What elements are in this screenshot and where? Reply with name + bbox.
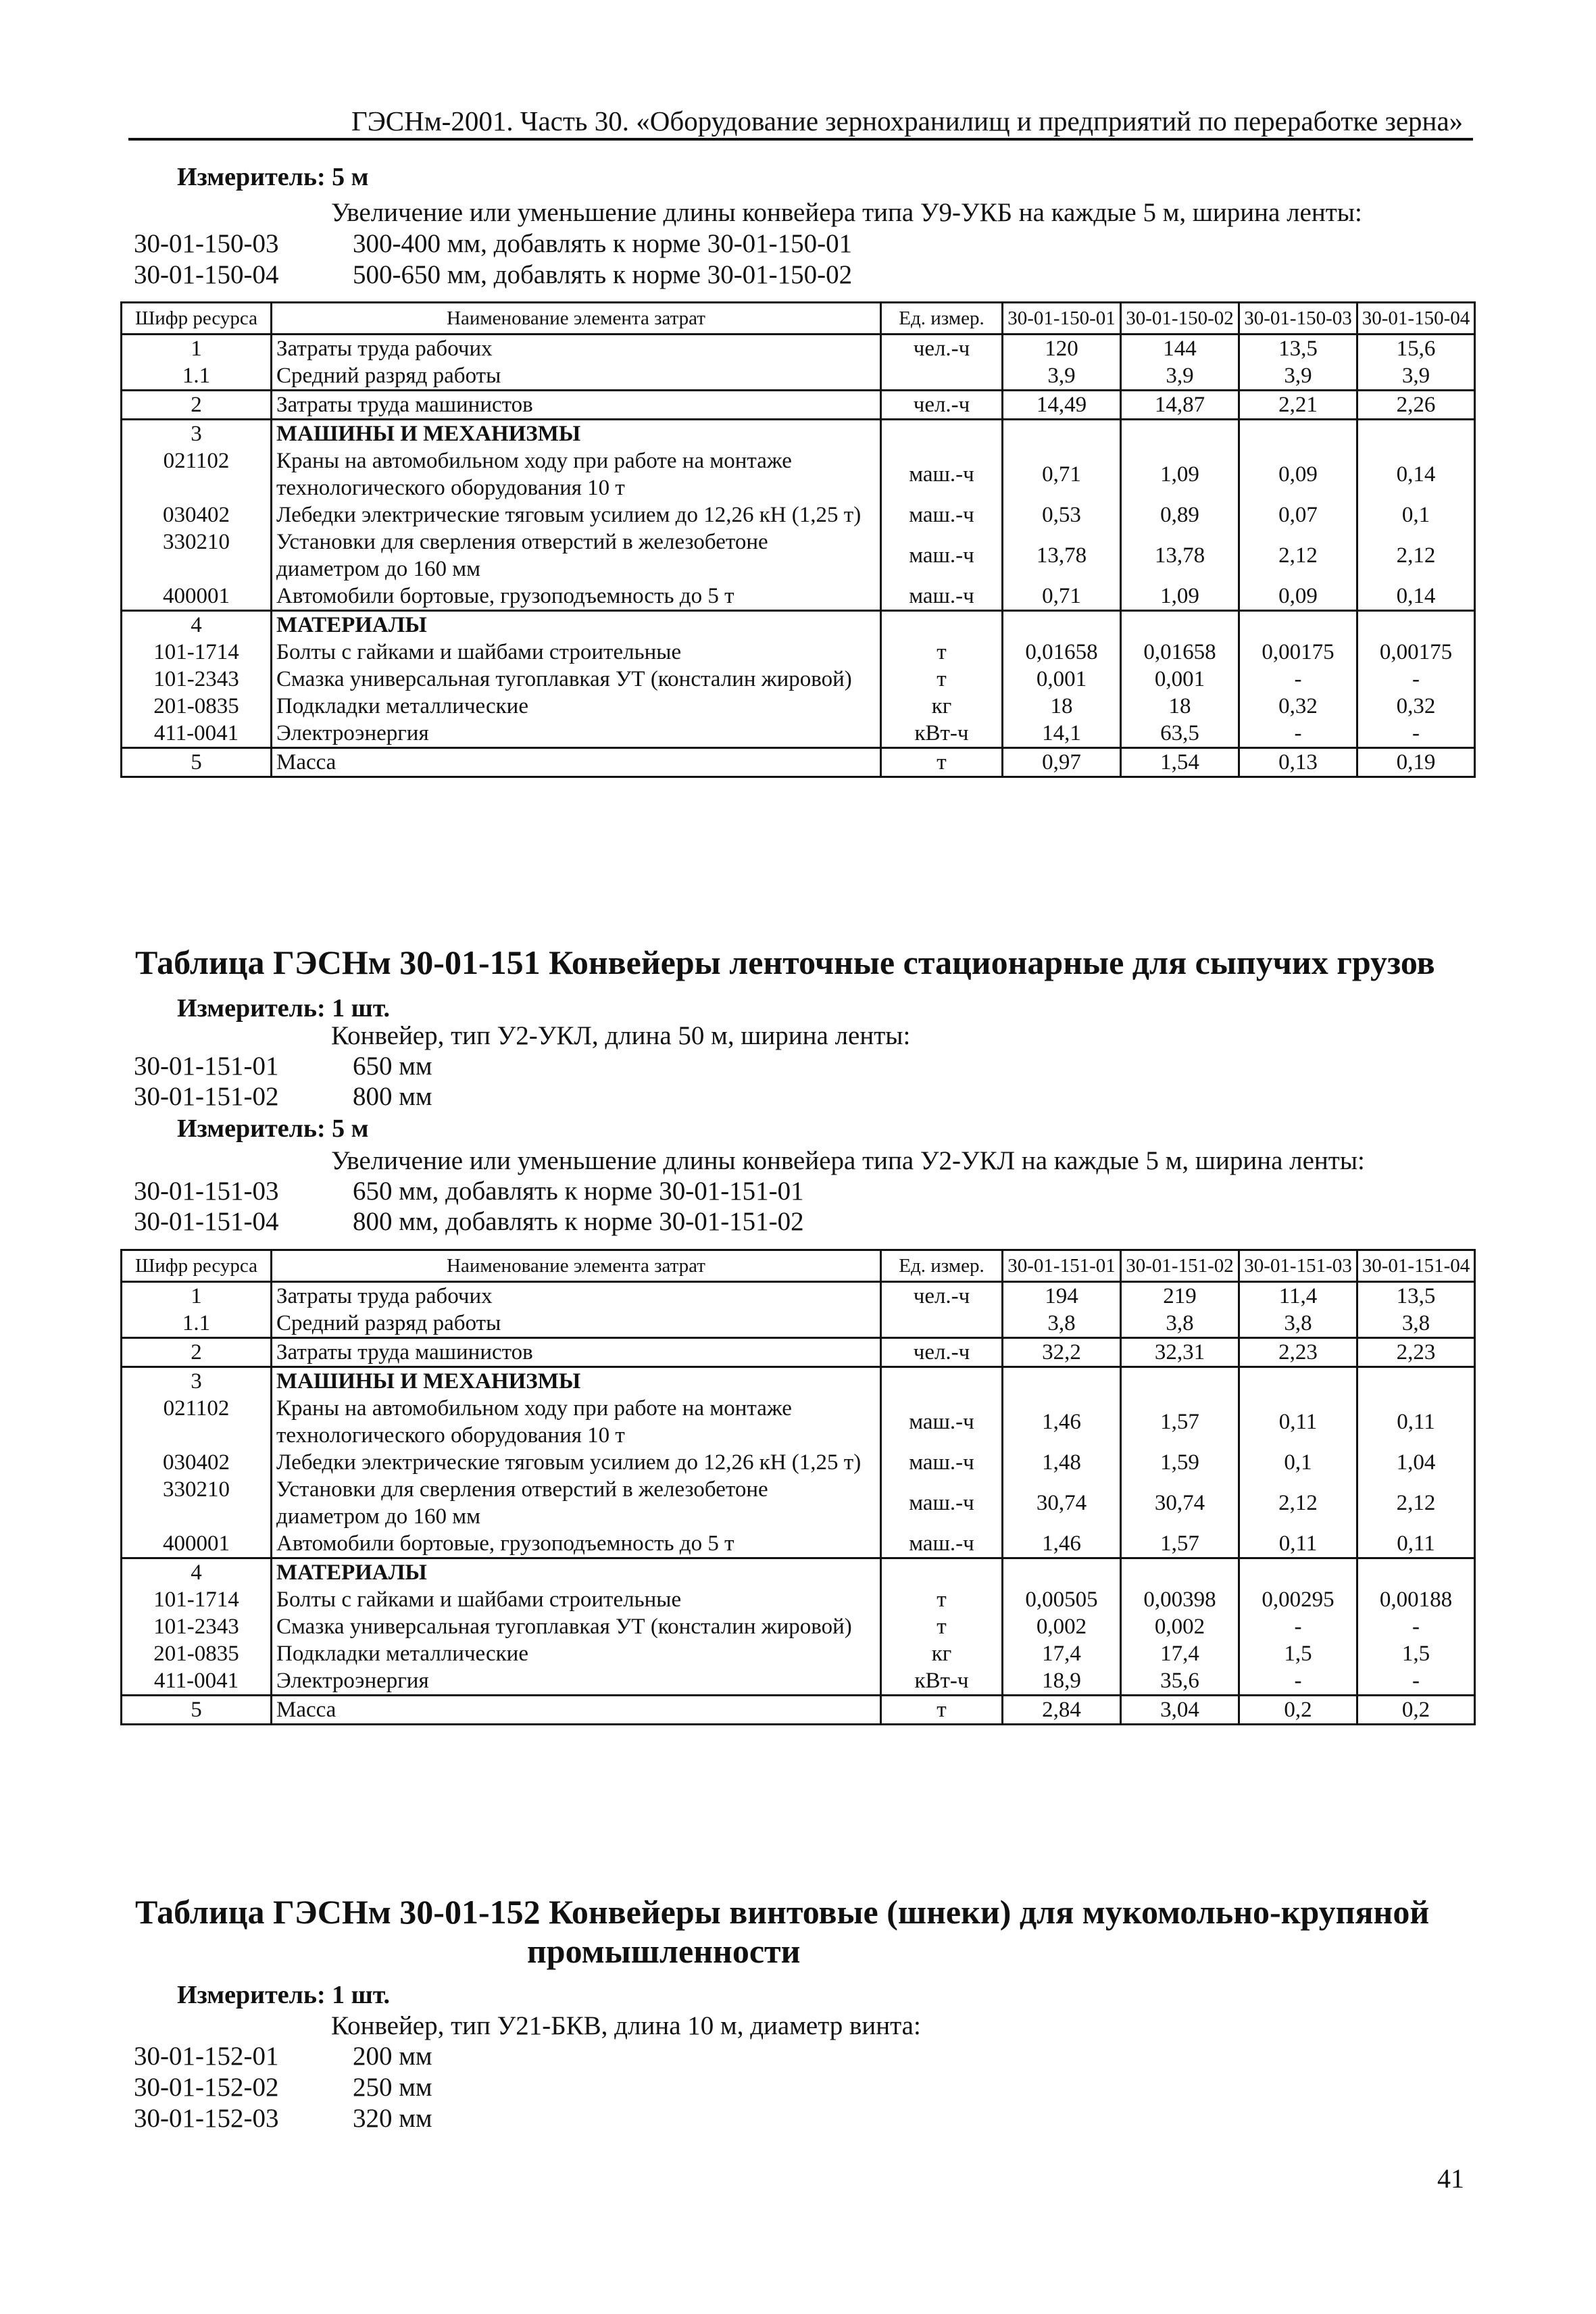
unit-cell (881, 611, 1003, 639)
cost-element-cell: Затраты труда машинистов (272, 1338, 881, 1367)
value-cell (1357, 1558, 1475, 1587)
cost-element-cell: Затраты труда машинистов (272, 391, 881, 420)
resource-code-cell: 411-0041 (122, 720, 272, 748)
value-cell: 2,12 (1357, 528, 1475, 583)
header-norm-column: 30-01-151-04 (1357, 1250, 1475, 1282)
value-cell (1003, 1558, 1121, 1587)
resource-code-cell: 201-0835 (122, 693, 272, 720)
value-cell: 63,5 (1121, 720, 1239, 748)
unit-cell: маш.-ч (881, 501, 1003, 528)
value-cell: - (1357, 1667, 1475, 1696)
table-row (122, 1367, 1475, 1396)
cost-element-cell: Болты с гайками и шайбами строительные (272, 1586, 881, 1613)
value-cell: - (1357, 666, 1475, 693)
norm-code: 30-01-152-03 (134, 2104, 279, 2133)
norm-text: 320 мм (353, 2104, 432, 2133)
value-cell: 2,21 (1239, 391, 1357, 420)
value-cell (1239, 1558, 1357, 1587)
resource-code-cell: 4 (122, 1558, 272, 1587)
unit-cell (881, 1558, 1003, 1587)
table-row (122, 420, 1475, 448)
value-cell: 1,04 (1357, 1449, 1475, 1476)
value-cell: 13,5 (1239, 335, 1357, 363)
resource-code-cell: 2 (122, 391, 272, 420)
value-cell: 0,001 (1121, 666, 1239, 693)
cost-element-cell: Затраты труда рабочих (272, 1282, 881, 1310)
value-cell (1003, 420, 1121, 448)
value-cell: 2,23 (1357, 1338, 1475, 1367)
value-cell: 18 (1121, 693, 1239, 720)
table-row (122, 335, 1475, 363)
table-row (122, 1449, 1475, 1476)
value-cell (1121, 1558, 1239, 1587)
resource-code-cell: 101-1714 (122, 1586, 272, 1613)
table-row (122, 611, 1475, 639)
value-cell: 17,4 (1121, 1640, 1239, 1667)
value-cell: 30,74 (1121, 1476, 1239, 1530)
value-cell (1357, 611, 1475, 639)
cost-element-cell: Лебедки электрические тяговым усилием до 12,26 кН (1,25 т) (272, 501, 881, 528)
resource-code-cell: 030402 (122, 501, 272, 528)
value-cell: 1,09 (1121, 447, 1239, 501)
value-cell: 2,12 (1239, 528, 1357, 583)
value-cell (1239, 611, 1357, 639)
value-cell: 14,1 (1003, 720, 1121, 748)
header-cost-element: Наименование элемента затрат (272, 303, 881, 335)
page-number: 41 (1437, 2163, 1464, 2194)
unit-cell (881, 362, 1003, 391)
table-row (122, 391, 1475, 420)
cost-element-cell: Масса (272, 1696, 881, 1725)
value-cell: 0,11 (1239, 1395, 1357, 1449)
item-description: Увеличение или уменьшение длины конвейера типа У2-УКЛ на каждые 5 м, ширина ленты: (331, 1146, 1365, 1175)
value-cell (1121, 611, 1239, 639)
value-cell: 2,26 (1357, 391, 1475, 420)
running-header: ГЭСНм-2001. Часть 30. «Оборудование зернохранилищ и предприятий по переработке зерна» (351, 105, 1464, 137)
table-row (122, 693, 1475, 720)
value-cell: 3,8 (1121, 1310, 1239, 1338)
value-cell: 120 (1003, 335, 1121, 363)
value-cell: 2,84 (1003, 1696, 1121, 1725)
cost-element-cell: Установки для сверления отверстий в железобетоне диаметром до 160 мм (272, 528, 881, 583)
measure-label: Измеритель: 1 шт. (177, 1981, 391, 2009)
resource-code-cell: 030402 (122, 1449, 272, 1476)
table-title: Таблица ГЭСНм 30-01-151 Конвейеры ленточные стационарные для сыпучих грузов (135, 943, 1435, 981)
table-row (122, 1613, 1475, 1640)
value-cell: 0,13 (1239, 748, 1357, 777)
value-cell (1121, 1367, 1239, 1396)
resource-code-cell: 101-2343 (122, 1613, 272, 1640)
resource-code-cell: 201-0835 (122, 1640, 272, 1667)
value-cell: 0,002 (1003, 1613, 1121, 1640)
value-cell: 32,31 (1121, 1338, 1239, 1367)
header-norm-column: 30-01-151-01 (1003, 1250, 1121, 1282)
resource-code-cell: 4 (122, 611, 272, 639)
resource-table-150 (120, 301, 1476, 778)
table-row (122, 1476, 1475, 1530)
cost-element-cell: Электроэнергия (272, 1667, 881, 1696)
value-cell: 0,1 (1357, 501, 1475, 528)
unit-cell: чел.-ч (881, 335, 1003, 363)
header-unit: Ед. измер. (881, 1250, 1003, 1282)
resource-code-cell: 400001 (122, 1530, 272, 1558)
resource-code-cell: 1.1 (122, 1310, 272, 1338)
cost-element-cell: Краны на автомобильном ходу при работе на монтаже технологического оборудования 10 т (272, 1395, 881, 1449)
resource-code-cell: 2 (122, 1338, 272, 1367)
unit-cell (881, 1367, 1003, 1396)
value-cell: 0,32 (1357, 693, 1475, 720)
cost-element-cell: Затраты труда рабочих (272, 335, 881, 363)
resource-code-cell: 101-1714 (122, 639, 272, 666)
value-cell: 0,00505 (1003, 1586, 1121, 1613)
norm-code: 30-01-151-02 (134, 1082, 279, 1111)
value-cell: 0,2 (1239, 1696, 1357, 1725)
table-row (122, 447, 1475, 501)
value-cell: 1,54 (1121, 748, 1239, 777)
unit-cell: кг (881, 1640, 1003, 1667)
value-cell: 0,11 (1239, 1530, 1357, 1558)
value-cell: 1,48 (1003, 1449, 1121, 1476)
unit-cell: маш.-ч (881, 1476, 1003, 1530)
value-cell: 0,09 (1239, 583, 1357, 611)
value-cell: 0,89 (1121, 501, 1239, 528)
value-cell: - (1239, 666, 1357, 693)
unit-cell: маш.-ч (881, 1395, 1003, 1449)
value-cell: 3,9 (1239, 362, 1357, 391)
table-header-row (122, 1250, 1475, 1282)
table-row (122, 583, 1475, 611)
value-cell: 3,04 (1121, 1696, 1239, 1725)
cost-element-cell: Смазка универсальная тугоплавкая УТ (консталин жировой) (272, 666, 881, 693)
table-row (122, 748, 1475, 777)
measure-label: Измеритель: 1 шт. (177, 994, 391, 1023)
table-title-continued: промышленности (527, 1932, 801, 1970)
norm-text: 650 мм, добавлять к норме 30-01-151-01 (353, 1177, 804, 1206)
table-row (122, 1558, 1475, 1587)
value-cell: 14,49 (1003, 391, 1121, 420)
value-cell: 0,97 (1003, 748, 1121, 777)
value-cell: 0,00175 (1357, 639, 1475, 666)
norm-text: 300-400 мм, добавлять к норме 30-01-150-01 (353, 229, 853, 258)
table-row (122, 528, 1475, 583)
cost-element-cell: МАШИНЫ И МЕХАНИЗМЫ (272, 420, 881, 448)
cost-element-cell: Смазка универсальная тугоплавкая УТ (консталин жировой) (272, 1613, 881, 1640)
value-cell: 13,78 (1121, 528, 1239, 583)
resource-code-cell: 5 (122, 1696, 272, 1725)
norm-code: 30-01-152-02 (134, 2073, 279, 2102)
item-description: Увеличение или уменьшение длины конвейера типа У9-УКБ на каждые 5 м, ширина ленты: (331, 198, 1362, 227)
value-cell: 14,87 (1121, 391, 1239, 420)
cost-element-cell: Средний разряд работы (272, 362, 881, 391)
table-row (122, 1667, 1475, 1696)
value-cell: 3,8 (1357, 1310, 1475, 1338)
table-row (122, 666, 1475, 693)
unit-cell: маш.-ч (881, 447, 1003, 501)
table-row (122, 501, 1475, 528)
value-cell: 1,57 (1121, 1395, 1239, 1449)
value-cell: 0,71 (1003, 583, 1121, 611)
measure-label: Измеритель: 5 м (177, 163, 369, 191)
table-row (122, 1696, 1475, 1725)
unit-cell: т (881, 1613, 1003, 1640)
value-cell: 0,00175 (1239, 639, 1357, 666)
table-header-row (122, 303, 1475, 335)
value-cell: 144 (1121, 335, 1239, 363)
unit-cell: кВт-ч (881, 720, 1003, 748)
value-cell: 0,001 (1003, 666, 1121, 693)
norm-text: 800 мм, добавлять к норме 30-01-151-02 (353, 1207, 804, 1236)
table-row (122, 1282, 1475, 1310)
value-cell: 0,07 (1239, 501, 1357, 528)
unit-cell: маш.-ч (881, 1530, 1003, 1558)
value-cell: - (1239, 1613, 1357, 1640)
table-row (122, 1530, 1475, 1558)
value-cell: 0,11 (1357, 1395, 1475, 1449)
table-row (122, 1395, 1475, 1449)
resource-code-cell: 411-0041 (122, 1667, 272, 1696)
value-cell: 3,9 (1121, 362, 1239, 391)
cost-element-cell: Краны на автомобильном ходу при работе на монтаже технологического оборудования 10 т (272, 447, 881, 501)
resource-code-cell: 101-2343 (122, 666, 272, 693)
header-resource-code: Шифр ресурса (122, 303, 272, 335)
cost-element-cell: МАТЕРИАЛЫ (272, 611, 881, 639)
value-cell: 3,8 (1003, 1310, 1121, 1338)
value-cell (1121, 420, 1239, 448)
header-resource-code: Шифр ресурса (122, 1250, 272, 1282)
resource-code-cell: 5 (122, 748, 272, 777)
norm-code: 30-01-152-01 (134, 2042, 279, 2071)
unit-cell: маш.-ч (881, 1449, 1003, 1476)
value-cell: 2,12 (1357, 1476, 1475, 1530)
header-norm-column: 30-01-150-01 (1003, 303, 1121, 335)
value-cell: 0,71 (1003, 447, 1121, 501)
cost-element-cell: Автомобили бортовые, грузоподъемность до 5 т (272, 1530, 881, 1558)
value-cell: 0,11 (1357, 1530, 1475, 1558)
value-cell (1003, 1367, 1121, 1396)
unit-cell: маш.-ч (881, 528, 1003, 583)
table-row (122, 362, 1475, 391)
table-title: Таблица ГЭСНм 30-01-152 Конвейеры винтовые (шнеки) для мукомольно-крупяной (135, 1893, 1430, 1931)
value-cell: - (1239, 720, 1357, 748)
value-cell: 0,00188 (1357, 1586, 1475, 1613)
cost-element-cell: Подкладки металлические (272, 1640, 881, 1667)
norm-text: 650 мм (353, 1052, 432, 1081)
value-cell: - (1357, 720, 1475, 748)
norm-code: 30-01-151-04 (134, 1207, 279, 1236)
unit-cell: кВт-ч (881, 1667, 1003, 1696)
value-cell: 18,9 (1003, 1667, 1121, 1696)
resource-table-151 (120, 1249, 1476, 1725)
norm-text: 200 мм (353, 2042, 432, 2071)
value-cell: 17,4 (1003, 1640, 1121, 1667)
item-description: Конвейер, тип У21-БКВ, длина 10 м, диаметр винта: (331, 2011, 921, 2040)
unit-cell: т (881, 1586, 1003, 1613)
value-cell: 13,5 (1357, 1282, 1475, 1310)
unit-cell: чел.-ч (881, 1338, 1003, 1367)
value-cell: 0,01658 (1121, 639, 1239, 666)
value-cell: 1,57 (1121, 1530, 1239, 1558)
norm-text: 800 мм (353, 1082, 432, 1111)
value-cell: 219 (1121, 1282, 1239, 1310)
value-cell: 15,6 (1357, 335, 1475, 363)
value-cell: 1,5 (1357, 1640, 1475, 1667)
value-cell: 1,46 (1003, 1395, 1121, 1449)
norm-code: 30-01-150-03 (134, 229, 279, 258)
value-cell: 1,59 (1121, 1449, 1239, 1476)
resource-code-cell: 3 (122, 1367, 272, 1396)
value-cell: 0,32 (1239, 693, 1357, 720)
value-cell: 3,9 (1003, 362, 1121, 391)
unit-cell (881, 420, 1003, 448)
value-cell: 0,09 (1239, 447, 1357, 501)
value-cell: 0,19 (1357, 748, 1475, 777)
cost-element-cell: Болты с гайками и шайбами строительные (272, 639, 881, 666)
header-rule (128, 138, 1473, 141)
value-cell: 0,14 (1357, 583, 1475, 611)
table-row (122, 1586, 1475, 1613)
header-norm-column: 30-01-150-03 (1239, 303, 1357, 335)
value-cell: 0,01658 (1003, 639, 1121, 666)
value-cell (1357, 1367, 1475, 1396)
resource-code-cell: 1 (122, 1282, 272, 1310)
cost-element-cell: Лебедки электрические тяговым усилием до 12,26 кН (1,25 т) (272, 1449, 881, 1476)
header-unit: Ед. измер. (881, 303, 1003, 335)
unit-cell (881, 1310, 1003, 1338)
table-row (122, 720, 1475, 748)
header-norm-column: 30-01-150-04 (1357, 303, 1475, 335)
table-row (122, 639, 1475, 666)
value-cell: 30,74 (1003, 1476, 1121, 1530)
value-cell: 0,002 (1121, 1613, 1239, 1640)
norm-code: 30-01-151-03 (134, 1177, 279, 1206)
value-cell: 3,9 (1357, 362, 1475, 391)
cost-element-cell: Автомобили бортовые, грузоподъемность до 5 т (272, 583, 881, 611)
measure-label: Измеритель: 5 м (177, 1114, 369, 1143)
table-row (122, 1338, 1475, 1367)
value-cell: 1,09 (1121, 583, 1239, 611)
value-cell: 0,53 (1003, 501, 1121, 528)
value-cell: 18 (1003, 693, 1121, 720)
cost-element-cell: Установки для сверления отверстий в железобетоне диаметром до 160 мм (272, 1476, 881, 1530)
value-cell: 194 (1003, 1282, 1121, 1310)
resource-code-cell: 021102 (122, 447, 272, 501)
norm-text: 250 мм (353, 2073, 432, 2102)
value-cell: 13,78 (1003, 528, 1121, 583)
unit-cell: т (881, 748, 1003, 777)
norm-text: 500-650 мм, добавлять к норме 30-01-150-02 (353, 260, 853, 289)
value-cell: - (1239, 1667, 1357, 1696)
resource-code-cell: 021102 (122, 1395, 272, 1449)
norm-code: 30-01-151-01 (134, 1052, 279, 1081)
value-cell: 0,00295 (1239, 1586, 1357, 1613)
resource-code-cell: 3 (122, 420, 272, 448)
value-cell (1239, 1367, 1357, 1396)
resource-code-cell: 330210 (122, 528, 272, 583)
value-cell: 2,23 (1239, 1338, 1357, 1367)
value-cell (1357, 420, 1475, 448)
cost-element-cell: МАТЕРИАЛЫ (272, 1558, 881, 1587)
cost-element-cell: МАШИНЫ И МЕХАНИЗМЫ (272, 1367, 881, 1396)
item-description: Конвейер, тип У2-УКЛ, длина 50 м, ширина ленты: (331, 1021, 911, 1050)
unit-cell: чел.-ч (881, 391, 1003, 420)
value-cell: 11,4 (1239, 1282, 1357, 1310)
unit-cell: маш.-ч (881, 583, 1003, 611)
unit-cell: т (881, 1696, 1003, 1725)
unit-cell: т (881, 639, 1003, 666)
header-norm-column: 30-01-151-03 (1239, 1250, 1357, 1282)
resource-code-cell: 1 (122, 335, 272, 363)
unit-cell: т (881, 666, 1003, 693)
value-cell: 0,2 (1357, 1696, 1475, 1725)
value-cell: - (1357, 1613, 1475, 1640)
cost-element-cell: Подкладки металлические (272, 693, 881, 720)
unit-cell: кг (881, 693, 1003, 720)
cost-element-cell: Электроэнергия (272, 720, 881, 748)
value-cell: 0,14 (1357, 447, 1475, 501)
cost-element-cell: Средний разряд работы (272, 1310, 881, 1338)
value-cell: 3,8 (1239, 1310, 1357, 1338)
value-cell: 0,1 (1239, 1449, 1357, 1476)
resource-code-cell: 330210 (122, 1476, 272, 1530)
value-cell: 2,12 (1239, 1476, 1357, 1530)
value-cell: 1,5 (1239, 1640, 1357, 1667)
resource-code-cell: 1.1 (122, 362, 272, 391)
resource-code-cell: 400001 (122, 583, 272, 611)
value-cell: 1,46 (1003, 1530, 1121, 1558)
table-row (122, 1640, 1475, 1667)
value-cell: 32,2 (1003, 1338, 1121, 1367)
norm-code: 30-01-150-04 (134, 260, 279, 289)
value-cell (1003, 611, 1121, 639)
value-cell: 0,00398 (1121, 1586, 1239, 1613)
header-norm-column: 30-01-151-02 (1121, 1250, 1239, 1282)
cost-element-cell: Масса (272, 748, 881, 777)
value-cell (1239, 420, 1357, 448)
header-norm-column: 30-01-150-02 (1121, 303, 1239, 335)
table-row (122, 1310, 1475, 1338)
unit-cell: чел.-ч (881, 1282, 1003, 1310)
value-cell: 35,6 (1121, 1667, 1239, 1696)
header-cost-element: Наименование элемента затрат (272, 1250, 881, 1282)
